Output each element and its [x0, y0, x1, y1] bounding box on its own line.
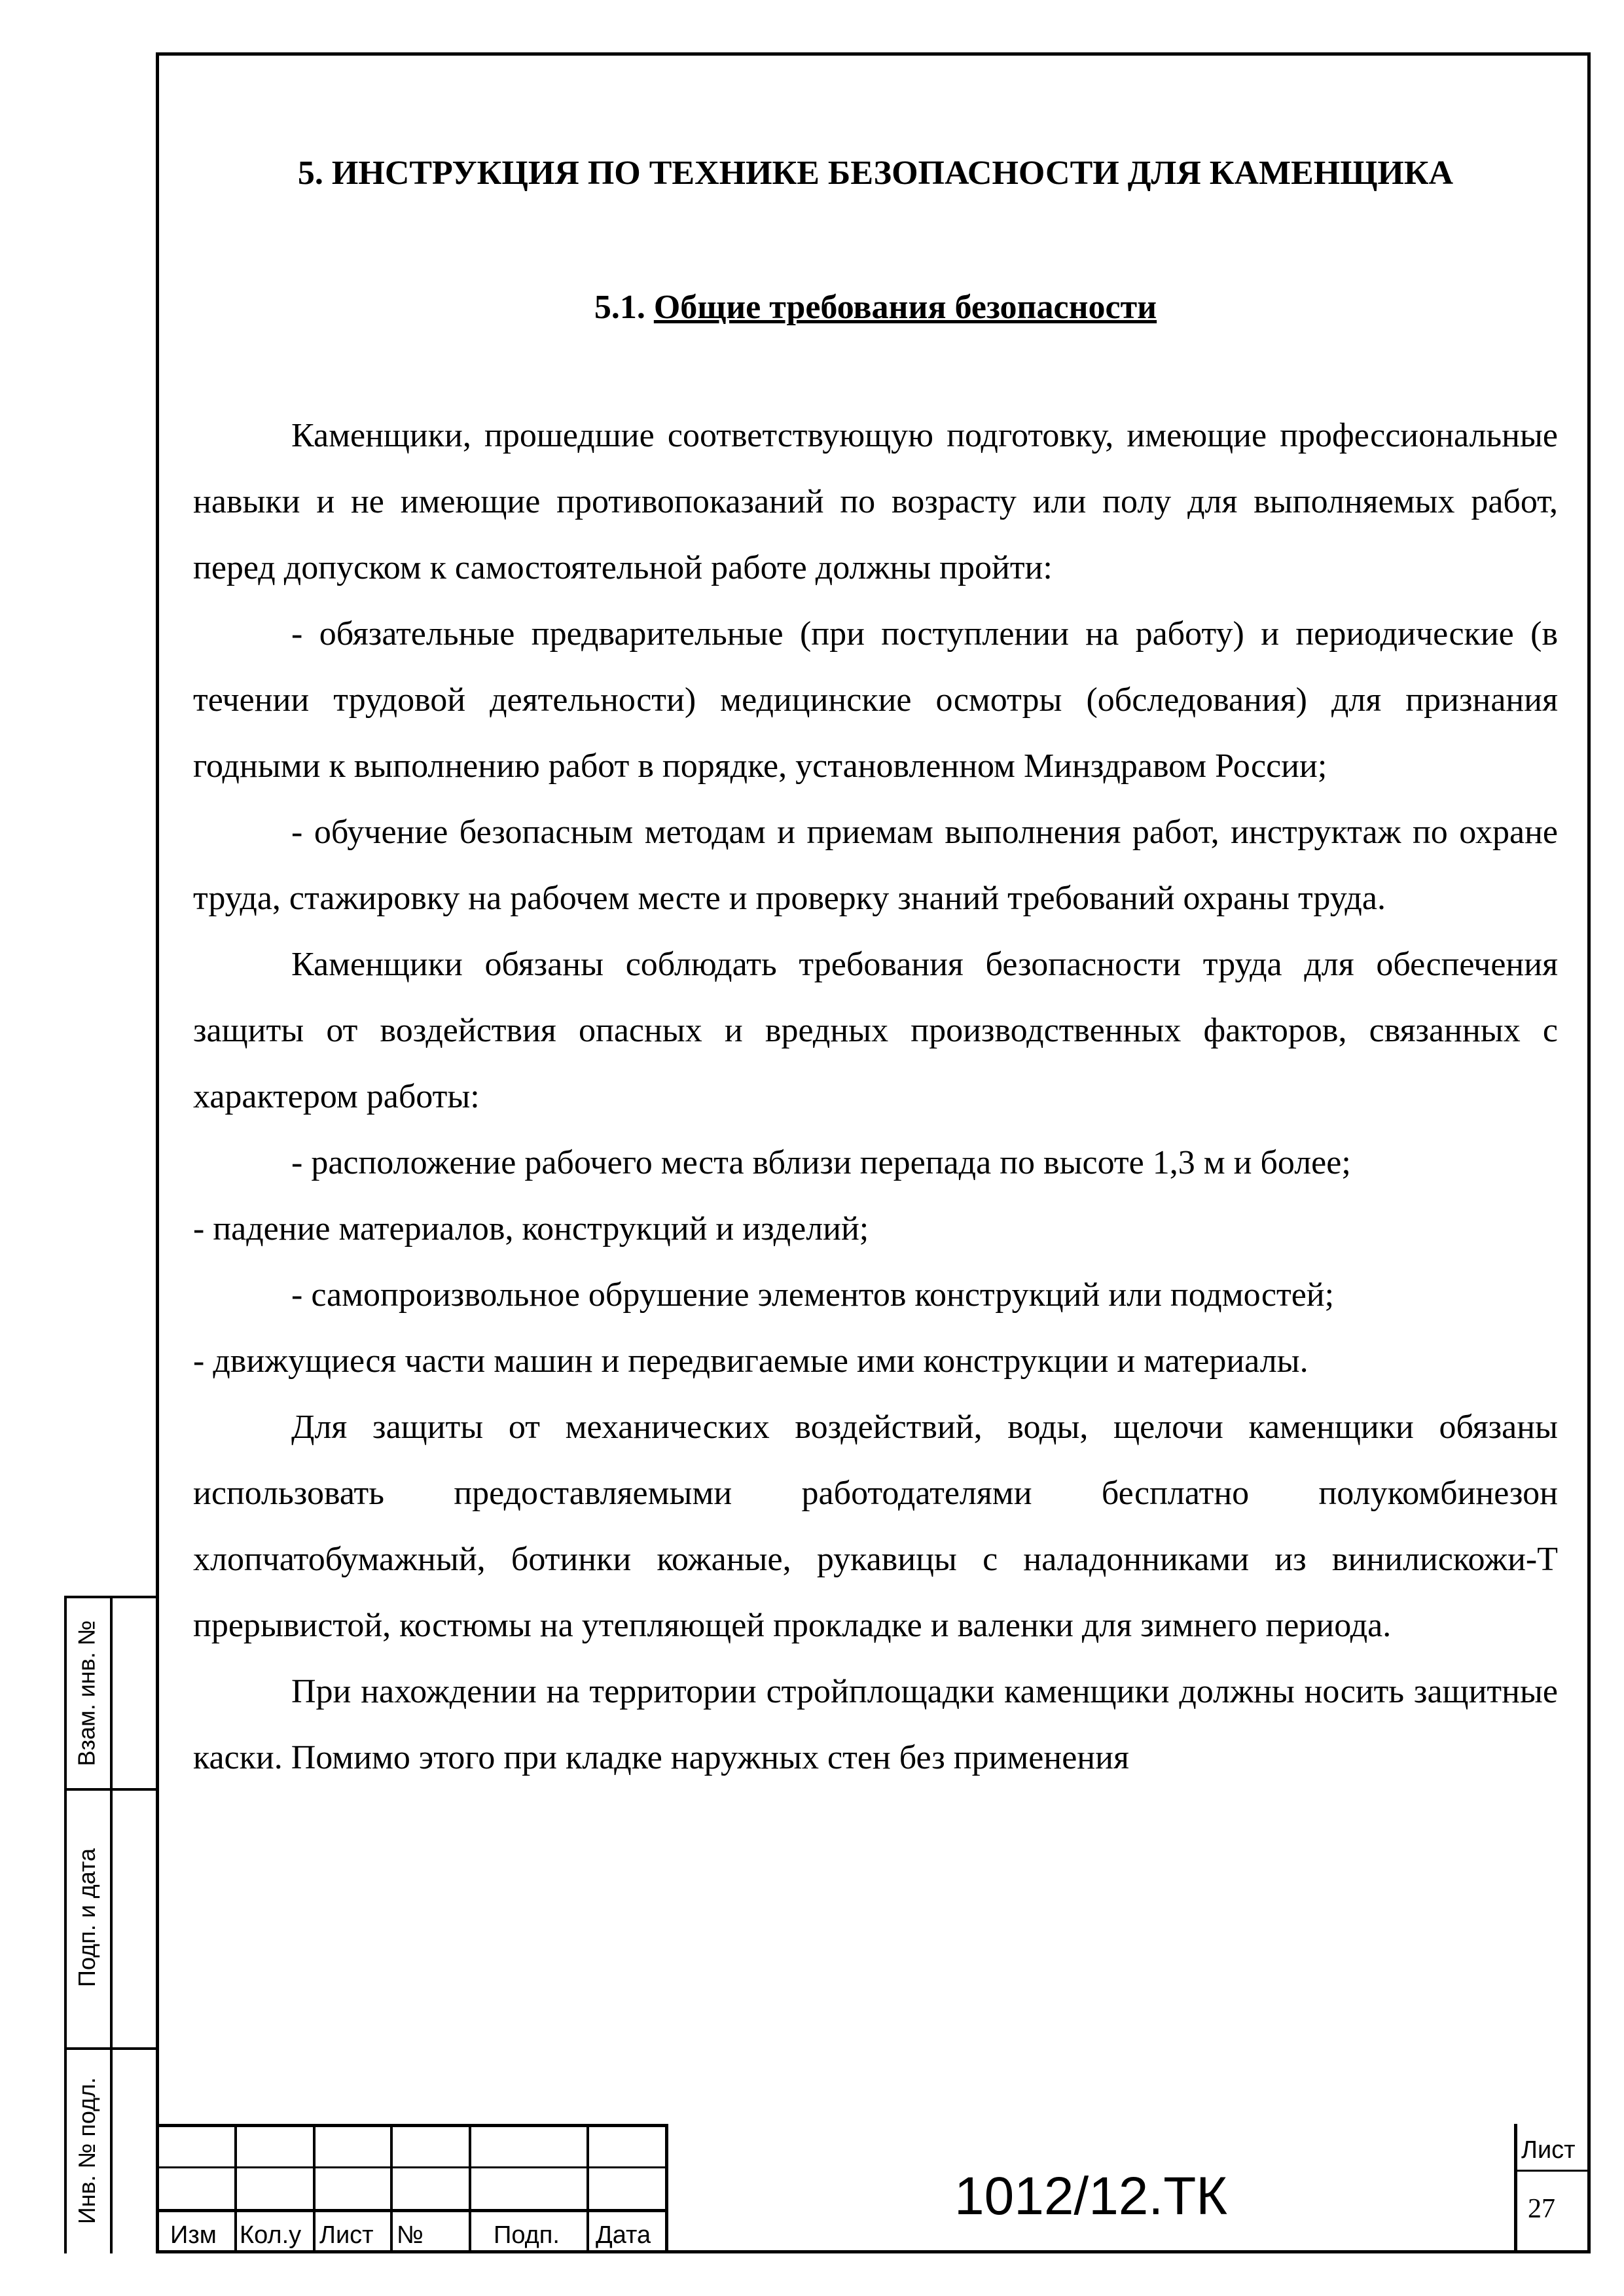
- document-code: 1012/12.ТК: [954, 2166, 1228, 2226]
- col-data-label: Дата: [596, 2221, 651, 2249]
- paragraph-4: Каменщики обязаны соблюдать требования безопасности труда для обеспечения защиты от воздействия опасных и вредных производственных факторов, связанных с характером работы:: [193, 946, 1558, 1115]
- paragraph-8: - движущиеся части машин и передвигаемые ими конструкции и материалы.: [193, 1342, 1308, 1380]
- paragraph-3: - обучение безопасным методам и приемам выполнения работ, инструктаж по охране труда, стажировку на рабочем месте и проверку знаний требований охраны труда.: [193, 814, 1558, 917]
- sheet-number: 27: [1528, 2194, 1555, 2224]
- side-inv-label: Инв. № подл.: [73, 2077, 100, 2224]
- paragraph-7: - самопроизвольное обрушение элементов конструкций или подмостей;: [291, 1276, 1335, 1314]
- section-heading: [193, 285, 1558, 331]
- sheet-label: Лист: [1521, 2136, 1576, 2164]
- paragraph-9: Для защиты от механических воздействий, воды, щелочи каменщики обязаны использовать предоставляемыми работодателями бесплатно полукомбинезон хлопчатобумажный, ботинки кожаные, рукавицы с наладонниками из винилискожи-Т прерывистой, костюмы на утепляющей прокладке и валенки для зимнего периода.: [193, 1408, 1558, 1644]
- title-block: [156, 2124, 1591, 2253]
- paragraph-10: При нахождении на территории стройплощадки каменщики должны носить защитные каски. Помимо этого при кладке наружных стен без применения: [193, 1673, 1558, 1776]
- side-stamp: [64, 1596, 156, 2253]
- col-no-label: №: [397, 2221, 424, 2249]
- col-izm-label: Изм: [170, 2221, 217, 2249]
- paragraph-2: - обязательные предварительные (при поступлении на работу) и периодические (в течении трудовой деятельности) медицинские осмотры (обследования) для признания годными к выполнению работ в порядке, установленном Минздравом России;: [193, 615, 1558, 785]
- section-number: 5.1.: [594, 289, 645, 326]
- col-podp-label: Подп.: [494, 2221, 560, 2249]
- paragraph-5: - расположение рабочего места вблизи перепада по высоте 1,3 м и более;: [291, 1144, 1351, 1181]
- paragraph-6: - падение материалов, конструкций и изделий;: [193, 1210, 869, 1247]
- paragraph-1: Каменщики, прошедшие соответствующую подготовку, имеющие профессиональные навыки и не имеющие противопоказаний по возрасту или полу для выполняемых работ, перед допуском к самостоятельной работе должны пройти:: [193, 417, 1558, 586]
- document-body: [193, 151, 1558, 1791]
- col-list-label: Лист: [319, 2221, 374, 2249]
- side-vzam-label: Взам. инв. №: [73, 1620, 100, 1767]
- page-heading: 5. ИНСТРУКЦИЯ ПО ТЕХНИКЕ БЕЗОПАСНОСТИ ДЛЯ КАМЕНЩИКА: [297, 154, 1454, 192]
- section-title: Общие требования безопасности: [653, 289, 1157, 326]
- side-podp-label: Подп. и дата: [73, 1848, 100, 1988]
- col-kol-label: Кол.у: [240, 2221, 302, 2249]
